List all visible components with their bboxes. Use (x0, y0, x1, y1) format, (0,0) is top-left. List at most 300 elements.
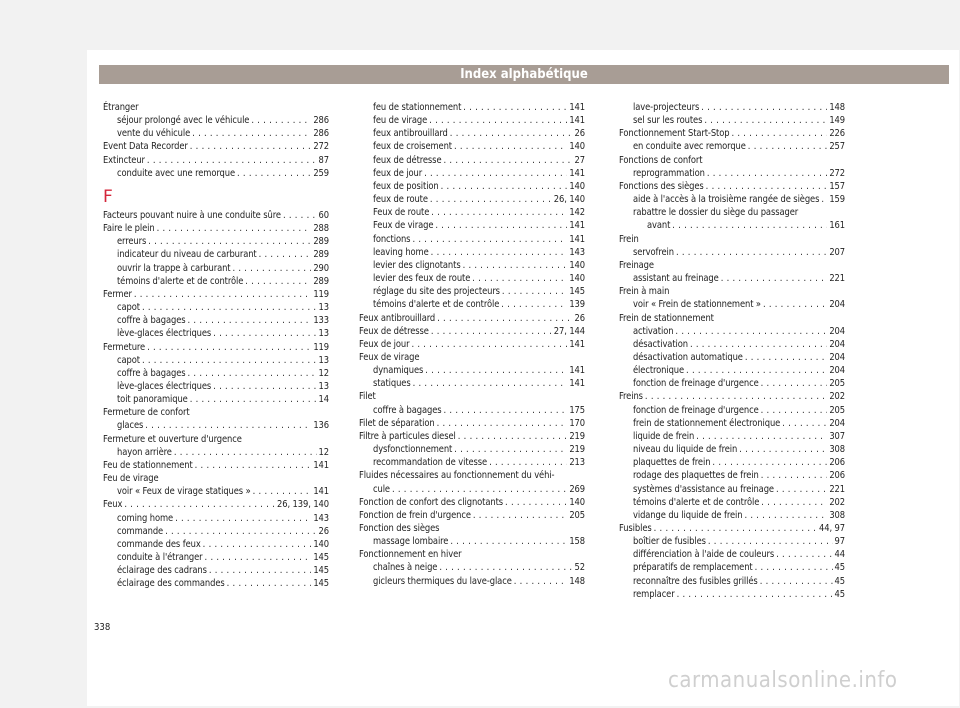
index-subentry (103, 301, 329, 314)
page-reference[interactable]: 14 (318, 394, 329, 406)
index-subentry (619, 443, 845, 456)
page-reference[interactable]: 219 (569, 430, 585, 442)
page-reference[interactable]: 149 (829, 115, 845, 127)
page-reference[interactable]: 143 (569, 246, 585, 258)
index-entry (359, 548, 585, 561)
page-reference[interactable]: 290 (313, 262, 329, 274)
entry-label: réglage du site des projecteurs (373, 286, 500, 298)
index-subentry (103, 564, 329, 577)
page-reference[interactable]: 205 (569, 509, 585, 521)
page-reference[interactable]: 141 (569, 220, 585, 232)
index-subentry (103, 367, 329, 380)
entry-label: Fonctionnement Start-Stop (619, 128, 730, 140)
index-entry (619, 259, 845, 272)
index-entry (619, 312, 845, 325)
entry-label: reprogrammation (633, 167, 705, 179)
page-reference[interactable]: 157 (829, 180, 845, 192)
entry-label: aide à l'accès à la troisième rangée de sièges (633, 194, 820, 206)
page-reference[interactable]: 26 (574, 312, 585, 324)
page-reference[interactable]: 272 (313, 141, 329, 153)
index-subentry (619, 548, 845, 561)
index-subentry (359, 167, 585, 180)
index-subentry (619, 338, 845, 351)
page-reference[interactable]: 26 (318, 525, 329, 537)
index-subentry (359, 575, 585, 588)
index-subentry (359, 154, 585, 167)
index-entry (359, 496, 585, 509)
page-reference[interactable]: 204 (829, 299, 845, 311)
index-entry (359, 351, 585, 364)
index-subentry (103, 127, 329, 140)
page-reference[interactable]: 205 (829, 378, 845, 390)
page-reference[interactable]: 140 (569, 496, 585, 508)
entry-label: liquide de frein (633, 430, 695, 442)
entry-label: Feux antibrouillard (359, 312, 436, 324)
dot-leader (501, 298, 567, 311)
dot-leader (213, 327, 316, 340)
entry-label: Fonctions de confort (619, 154, 703, 166)
dot-leader (745, 351, 827, 364)
page-reference[interactable]: 141 (569, 365, 585, 377)
page-reference[interactable]: 204 (829, 325, 845, 337)
dot-leader (731, 127, 827, 140)
dot-leader (450, 535, 567, 548)
page-reference[interactable]: 204 (829, 365, 845, 377)
page-reference[interactable]: 207 (829, 246, 845, 258)
index-subentry (103, 248, 329, 261)
entry-label: lève-glaces électriques (117, 328, 212, 340)
entry-label: électronique (633, 365, 685, 377)
entry-label: Feu de stationnement (103, 459, 193, 471)
index-subentry (359, 285, 585, 298)
index-entry (359, 325, 585, 338)
dot-leader (708, 535, 833, 548)
entry-label: toit panoramique (117, 394, 188, 406)
page-reference[interactable]: 140 (313, 538, 329, 550)
entry-label: Fermeture (103, 341, 146, 353)
page-reference[interactable]: 26, 140 (553, 194, 585, 206)
page-reference[interactable]: 213 (569, 457, 585, 469)
page-reference[interactable]: 221 (829, 483, 845, 495)
index-subentry (619, 483, 845, 496)
page-reference[interactable]: 140 (569, 259, 585, 271)
index-subentry (619, 588, 845, 601)
index-subentry (619, 377, 845, 390)
entry-label: recommandation de vitesse (373, 457, 488, 469)
index-subentry (619, 561, 845, 574)
page-reference[interactable]: 308 (829, 444, 845, 456)
page-reference[interactable]: 289 (313, 236, 329, 248)
entry-label: différenciation à l'aide de couleurs (633, 549, 775, 561)
page-reference[interactable]: 161 (829, 220, 845, 232)
dot-leader (190, 393, 317, 406)
entry-label: remplacer (633, 588, 675, 600)
entry-label: plaquettes de frein (633, 457, 711, 469)
dot-leader (472, 272, 567, 285)
page-reference[interactable]: 141 (569, 378, 585, 390)
index-entry (359, 390, 585, 403)
dot-leader (782, 417, 827, 430)
page-reference[interactable]: 206 (829, 457, 845, 469)
dot-leader (761, 377, 828, 390)
entry-label: Feux (103, 499, 123, 511)
page-reference[interactable]: 60 (318, 209, 329, 221)
entry-label: frein de stationnement électronique (633, 417, 781, 429)
dot-leader (283, 209, 317, 222)
index-subentry (619, 193, 845, 206)
entry-label: feux de route (373, 194, 428, 206)
index-subentry (359, 298, 585, 311)
page-reference[interactable]: 136 (313, 420, 329, 432)
dot-leader (175, 512, 311, 525)
entry-label: éclairage des commandes (117, 578, 225, 590)
index-subentry (359, 364, 585, 377)
entry-label: gicleurs thermiques du lave-glace (373, 575, 512, 587)
page-reference[interactable]: 259 (313, 167, 329, 179)
index-subentry (103, 380, 329, 393)
page-reference[interactable]: 204 (829, 417, 845, 429)
index-subentry (619, 535, 845, 548)
entry-label: boîtier de fusibles (633, 536, 706, 548)
index-subentry (619, 575, 845, 588)
dot-leader (205, 551, 312, 564)
index-subentry (619, 167, 845, 180)
dot-leader (145, 419, 311, 432)
entry-label: chaînes à neige (373, 562, 438, 574)
entry-label: Feux de jour (359, 338, 410, 350)
entry-label: Fermeture de confort (103, 407, 190, 419)
page-reference[interactable]: 289 (313, 275, 329, 287)
page-reference[interactable]: 289 (313, 249, 329, 261)
entry-label: feu de stationnement (373, 102, 462, 113)
entry-label: voir « Feux de virage statiques » (117, 486, 251, 498)
entry-label: Étranger (103, 102, 139, 113)
page-reference[interactable]: 140 (569, 180, 585, 192)
page-reference[interactable]: 308 (829, 509, 845, 521)
entry-label: Fonction des sièges (359, 523, 440, 534)
page-reference[interactable]: 97 (834, 536, 845, 548)
page-reference[interactable]: 13 (318, 328, 329, 340)
page-reference[interactable]: 257 (829, 141, 845, 153)
page-reference[interactable]: 119 (313, 288, 329, 300)
dot-leader (763, 298, 827, 311)
index-entry (103, 222, 329, 235)
page-reference[interactable]: 140 (569, 141, 585, 153)
index-subentry (359, 101, 585, 114)
page-reference[interactable]: 119 (313, 341, 329, 353)
dot-leader (124, 498, 275, 511)
page-reference[interactable]: 12 (318, 367, 329, 379)
page-reference[interactable]: 141 (569, 233, 585, 245)
dot-leader (439, 561, 572, 574)
page-reference[interactable]: 205 (829, 404, 845, 416)
page-reference[interactable]: 141 (569, 167, 585, 179)
page-reference[interactable]: 141 (313, 486, 329, 498)
page-reference[interactable]: 145 (313, 552, 329, 563)
index-subentry (359, 535, 585, 548)
entry-label: conduite avec une remorque (117, 167, 235, 179)
index-entry (103, 472, 329, 485)
dot-leader (213, 380, 316, 393)
entry-label: Fermeture et ouverture d'urgence (103, 433, 242, 445)
entry-label: reconnaître des fusibles grillés (633, 575, 758, 587)
entry-label: Feu de virage (103, 473, 159, 485)
entry-label: cule (373, 483, 390, 495)
entry-label: erreurs (117, 236, 147, 248)
page-reference[interactable]: 148 (829, 102, 845, 113)
dot-leader (435, 219, 567, 232)
entry-label: feux de position (373, 180, 439, 192)
entry-label: dynamiques (373, 365, 424, 377)
page-reference[interactable]: 307 (829, 430, 845, 442)
index-entry (103, 101, 329, 114)
index-entry (619, 154, 845, 167)
dot-leader (157, 222, 312, 235)
index-entry (103, 433, 329, 446)
dot-leader (203, 538, 312, 551)
entry-label: Facteurs pouvant nuire à une conduite sûre (103, 209, 281, 221)
page-reference[interactable]: 219 (569, 444, 585, 456)
index-entry (103, 459, 329, 472)
index-subentry (619, 140, 845, 153)
entry-label: Freins (619, 391, 643, 403)
dot-leader (209, 564, 312, 577)
entry-label: Fonctions des sièges (619, 180, 704, 192)
index-subentry (619, 430, 845, 443)
dot-leader (489, 456, 567, 469)
index-entry (103, 406, 329, 419)
page-reference[interactable]: 141 (569, 115, 585, 127)
entry-label: feux de jour (373, 167, 423, 179)
entry-label: Filet (359, 391, 376, 403)
dot-leader (672, 219, 827, 232)
entry-label: Fonctionnement en hiver (359, 549, 462, 561)
dot-leader (748, 140, 828, 153)
entry-label: Feux de détresse (359, 325, 429, 337)
page-reference[interactable]: 145 (313, 578, 329, 590)
entry-label: témoins d'alerte et de contrôle (373, 299, 500, 311)
page-reference[interactable]: 226 (829, 128, 845, 140)
page-reference[interactable]: 26, 139, 140 (277, 499, 329, 511)
index-subentry (359, 272, 585, 285)
dot-leader (425, 364, 567, 377)
page-reference[interactable]: 87 (318, 154, 329, 166)
index-column-3 (619, 101, 845, 601)
dot-leader (761, 496, 827, 509)
index-entry (619, 285, 845, 298)
index-subentry (103, 235, 329, 248)
dot-leader (190, 140, 312, 153)
index-subentry (359, 443, 585, 456)
dot-leader (412, 233, 567, 246)
page-reference[interactable]: 44 (834, 549, 845, 561)
entry-label: coffre à bagages (373, 404, 442, 416)
page-reference[interactable]: 286 (313, 115, 329, 127)
dot-leader (411, 338, 567, 351)
index-subentry (359, 561, 585, 574)
dot-leader (458, 430, 568, 443)
dot-leader (142, 354, 317, 367)
index-entry (103, 288, 329, 301)
index-entry (359, 469, 585, 482)
page-reference[interactable]: 139 (569, 299, 585, 311)
dot-leader (147, 341, 311, 354)
dot-leader (473, 509, 567, 522)
dot-leader (677, 588, 833, 601)
entry-label: fonction de freinage d'urgence (633, 404, 759, 416)
page-reference[interactable]: 221 (829, 273, 845, 285)
dot-leader (237, 167, 311, 180)
index-subentry (619, 206, 845, 219)
index-subentry (619, 417, 845, 430)
entry-label: éclairage des cadrans (117, 565, 207, 577)
entry-label: Fluides nécessaires au fonctionnement du véhi- (359, 470, 555, 482)
entry-label: leaving home (373, 246, 429, 258)
page-reference[interactable]: 52 (574, 562, 585, 574)
index-subentry (103, 327, 329, 340)
index-subentry (103, 167, 329, 180)
index-subentry (619, 219, 845, 232)
page-reference[interactable]: 45 (834, 588, 845, 600)
dot-leader (431, 246, 568, 259)
entry-label: vidange du liquide de frein (633, 509, 743, 521)
page-reference[interactable]: 13 (318, 380, 329, 392)
index-subentry (619, 272, 845, 285)
index-subentry (619, 298, 845, 311)
page-reference[interactable]: 158 (569, 536, 585, 548)
page-reference[interactable]: 12 (318, 446, 329, 458)
index-subentry (619, 325, 845, 338)
index-column-1 (103, 101, 329, 590)
page-reference[interactable]: 204 (829, 338, 845, 350)
entry-label: feu de virage (373, 115, 428, 127)
dot-leader (147, 154, 317, 167)
dot-leader (505, 496, 567, 509)
entry-label: indicateur du niveau de carburant (117, 249, 257, 261)
dot-leader (165, 525, 316, 538)
dot-leader (253, 485, 312, 498)
dot-leader (706, 180, 828, 193)
index-subentry (619, 456, 845, 469)
page-reference[interactable]: 26 (574, 128, 585, 140)
index-entry (619, 127, 845, 140)
entry-label: hayon arrière (117, 446, 172, 458)
entry-label: Event Data Recorder (103, 141, 188, 153)
page-reference[interactable]: 44, 97 (819, 523, 845, 534)
page-reference[interactable]: 170 (569, 417, 585, 429)
page-reference[interactable]: 27, 144 (553, 325, 585, 337)
page-reference[interactable]: 13 (318, 302, 329, 314)
page-reference[interactable]: 286 (313, 128, 329, 140)
page-reference[interactable]: 148 (569, 575, 585, 587)
entry-label: Feux de virage (359, 351, 420, 363)
page-reference[interactable]: 145 (569, 286, 585, 298)
dot-leader (441, 180, 568, 193)
entry-label: capot (117, 302, 140, 314)
index-subentry (103, 393, 329, 406)
page-reference[interactable]: 140 (569, 273, 585, 285)
entry-label: préparatifs de remplacement (633, 562, 753, 574)
dot-leader (259, 248, 312, 261)
index-entry (103, 154, 329, 167)
index-entry (359, 312, 585, 325)
entry-label: fonctions (373, 233, 411, 245)
dot-leader (761, 469, 828, 482)
dot-leader (134, 288, 311, 301)
index-subentry (103, 577, 329, 590)
dot-leader (232, 262, 311, 275)
page-reference[interactable]: 159 (829, 194, 845, 206)
page-reference[interactable]: 206 (829, 470, 845, 482)
dot-leader (188, 367, 317, 380)
page-reference[interactable]: 27 (574, 154, 585, 166)
dot-leader (690, 338, 827, 351)
index-subentry (103, 446, 329, 459)
entry-label: levier des clignotants (373, 259, 461, 271)
index-entry (359, 338, 585, 351)
index-entry (359, 417, 585, 430)
index-subentry (359, 219, 585, 232)
page-reference[interactable]: 202 (829, 496, 845, 508)
entry-label: systèmes d'assistance au freinage (633, 483, 774, 495)
entry-label: capot (117, 354, 140, 366)
page-reference[interactable]: 45 (834, 575, 845, 587)
manual-page (87, 50, 959, 706)
index-subentry (103, 262, 329, 275)
index-subentry (103, 419, 329, 432)
index-subentry (619, 246, 845, 259)
index-subentry (619, 404, 845, 417)
index-subentry (359, 246, 585, 259)
entry-label: coming home (117, 512, 174, 524)
page-reference[interactable]: 141 (569, 102, 585, 113)
entry-label: fonction de freinage d'urgence (633, 378, 759, 390)
page-reference[interactable]: 272 (829, 167, 845, 179)
entry-label: témoins d'alerte et de contrôle (117, 275, 244, 287)
entry-label: massage lombaire (373, 536, 449, 548)
entry-label: désactivation automatique (633, 351, 743, 363)
index-subentry (359, 456, 585, 469)
entry-label: rodage des plaquettes de frein (633, 470, 759, 482)
page-reference[interactable]: 142 (569, 207, 585, 219)
index-subentry (103, 485, 329, 498)
page-reference[interactable]: 141 (313, 459, 329, 471)
dot-leader (413, 377, 568, 390)
index-entry (103, 140, 329, 153)
index-entry (359, 509, 585, 522)
page-reference[interactable]: 175 (569, 404, 585, 416)
index-subentry (103, 354, 329, 367)
page-reference[interactable]: 202 (829, 391, 845, 403)
index-subentry (359, 127, 585, 140)
page-reference[interactable]: 13 (318, 354, 329, 366)
page-reference[interactable]: 143 (313, 512, 329, 524)
page-reference[interactable]: 145 (313, 565, 329, 577)
page-reference[interactable]: 45 (834, 562, 845, 574)
dot-leader (675, 325, 827, 338)
page-reference[interactable]: 269 (569, 483, 585, 495)
dot-leader (463, 259, 568, 272)
index-entry (103, 341, 329, 354)
dot-leader (188, 314, 312, 327)
page-header: Index alphabétique (99, 65, 949, 84)
page-reference[interactable]: 288 (313, 223, 329, 235)
entry-label: servofrein (633, 246, 674, 258)
dot-leader (429, 114, 567, 127)
page-reference[interactable]: 133 (313, 315, 329, 327)
page-reference[interactable]: 204 (829, 351, 845, 363)
page-reference[interactable]: 141 (569, 338, 585, 350)
